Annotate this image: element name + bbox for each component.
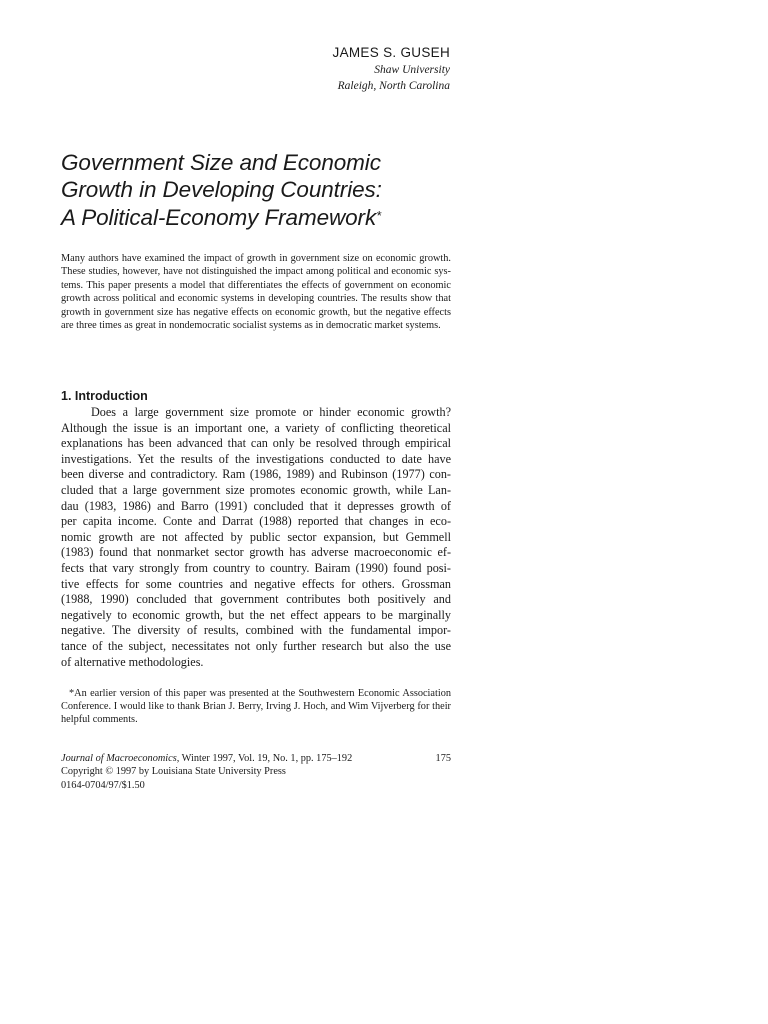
journal-info: [61, 752, 451, 792]
abstract-line: Many authors have examined the impact of growth in government size on economic growth.: [61, 253, 451, 264]
title-line: Growth in Developing Countries:: [61, 176, 382, 202]
body-line: investigations. Yet the results of the investigations conducted to date have: [61, 451, 451, 466]
abstract-line: are three times as great in nondemocratic socialist systems as in democratic market systems.: [61, 320, 441, 332]
footnote-line: helpful comments.: [61, 714, 138, 726]
abstract-line: tems. This paper presents a model that differentiates the effects of government on economic: [61, 279, 451, 291]
section-heading: 1. Introduction: [61, 389, 148, 403]
body-line: negative. The diversity of results, combined with the fundamental impor-: [61, 623, 451, 638]
journal-citation-row: [61, 752, 451, 765]
body-line: (1983) found that nonmarket sector growth has adverse macroeconomic ef-: [61, 545, 451, 560]
body-line: dau (1983, 1986) and Barro (1991) concluded that it depresses growth of: [61, 498, 451, 513]
body-line: tance of the subject, necessitates not only further research but also the use: [61, 638, 451, 653]
author-name: JAMES S. GUSEH: [332, 45, 450, 60]
copyright-line: Copyright © 1997 by Louisiana State University Press: [61, 766, 286, 778]
title-line: Government Size and Economic: [61, 150, 381, 175]
body-line: per capita income. Conte and Darrat (1988) reported that changes in eco-: [61, 514, 451, 529]
journal-name: Journal of Macroeconomics,: [61, 753, 180, 764]
title-line: [61, 203, 481, 232]
body-line: been diverse and contradictory. Ram (1986, 1989) and Rubinson (1977) con-: [61, 467, 451, 482]
body-line: fects that vary strongly from country to country. Bairam (1990) found posi-: [61, 560, 451, 575]
journal-code: 0164-0704/97/$1.50: [61, 779, 145, 791]
journal-volume: Winter 1997, Vol. 19, No. 1, pp. 175–192: [179, 753, 353, 764]
abstract-line: These studies, however, have not distinguished the impact among political and economic sys-: [61, 266, 451, 278]
abstract-line: growth in government size has negative effects on economic growth, but the negative effects: [61, 306, 451, 318]
footnote-line: *An earlier version of this paper was presented at the Southwestern Economic Association: [69, 688, 451, 699]
author-block: [333, 44, 450, 94]
abstract: [61, 252, 451, 332]
journal-citation: [61, 752, 352, 765]
body-line: cluded that a large government size promotes economic growth, while Lan-: [61, 482, 451, 497]
footnote-line: Conference. I would like to thank Brian J. Berry, Irving J. Hoch, and Wim Vijverberg for their: [61, 701, 451, 713]
author-location: Raleigh, North Carolina: [337, 80, 450, 92]
footnote: [61, 687, 451, 727]
title-footnote-marker[interactable]: *: [376, 208, 382, 223]
abstract-line: growth across political and economic systems in developing countries. The results show that: [61, 293, 451, 305]
body-line: explanations has been advanced that can only be resolved through empirical: [61, 436, 451, 451]
body-line: negatively to economic growth, but the net effect appears to be marginally: [61, 607, 451, 622]
title-line-text: A Political-Economy Framework: [61, 205, 377, 230]
body-line: (1988, 1990) concluded that government contributes both positively and: [61, 592, 451, 607]
body-line: tive effects for some countries and negative effects for others. Grossman: [61, 576, 451, 591]
introduction-body: [61, 405, 451, 670]
author-institution: Shaw University: [374, 64, 450, 76]
body-line: of alternative methodologies.: [61, 654, 204, 669]
body-line: Although the issue is an important one, a variety of conflicting theoretical: [61, 420, 451, 435]
body-line: nomic growth are not affected by public sector expansion, but Gemmell: [61, 529, 451, 544]
paper-title: [61, 150, 481, 232]
body-line: Does a large government size promote or hinder economic growth?: [91, 405, 451, 419]
page-number: 175: [435, 753, 451, 764]
